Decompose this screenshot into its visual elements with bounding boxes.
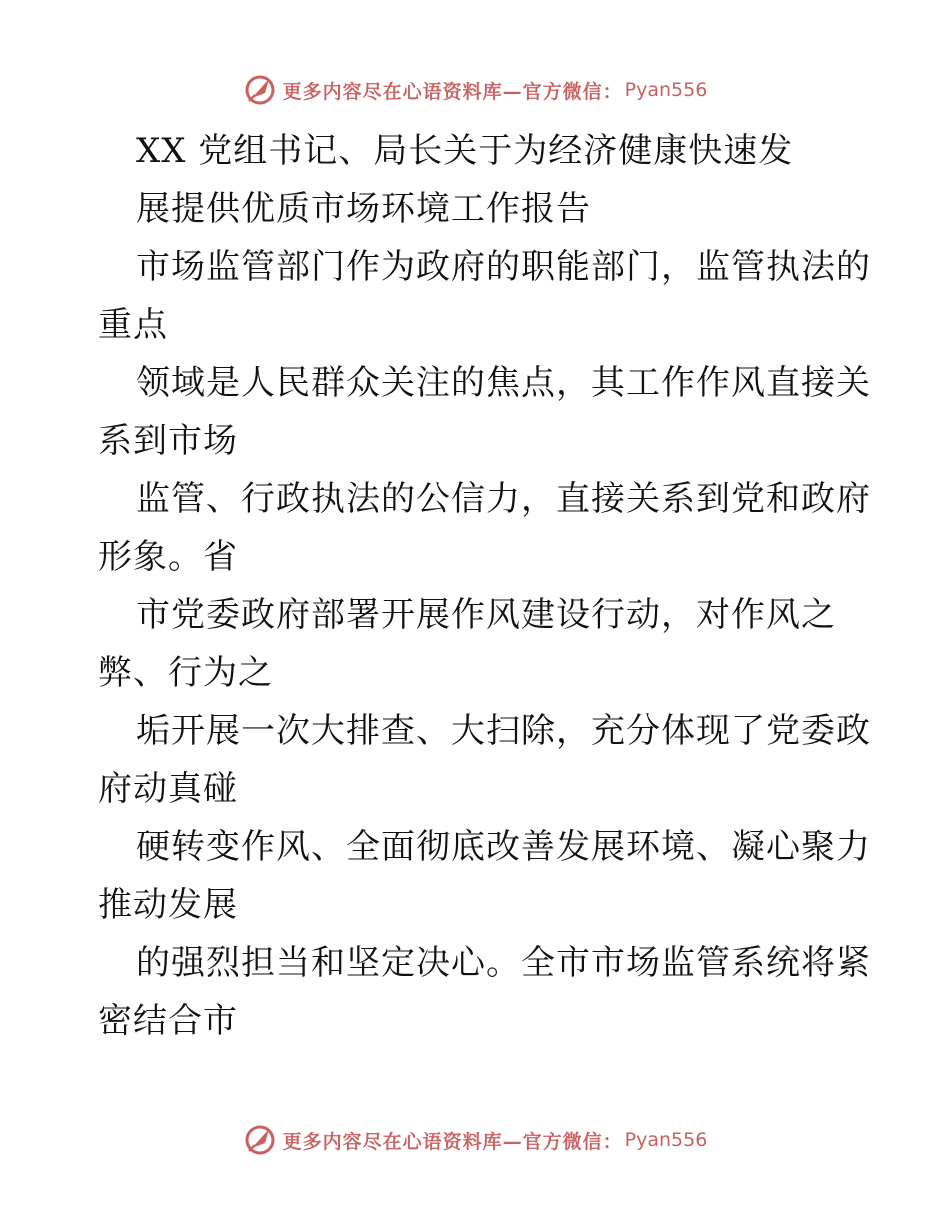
title-line-1: XX 党组书记、局长关于为经济健康快速发 — [136, 131, 794, 171]
paragraph-line: 垢开展一次大排查、大扫除，充分体现了党委政 — [136, 711, 871, 751]
paragraph-line: 领域是人民群众关注的焦点，其工作作风直接关 — [136, 363, 871, 403]
quill-logo-icon — [243, 1123, 277, 1157]
paragraph-line: 形象。省 — [98, 537, 238, 577]
paragraph-line: 系到市场 — [98, 421, 238, 461]
paragraph-line: 的强烈担当和坚定决心。全市市场监管系统将紧 — [136, 943, 871, 983]
watermark-text: 更多内容尽在心语资料库—官方微信： — [282, 80, 623, 103]
quill-logo-icon — [243, 73, 277, 107]
watermark-text: 更多内容尽在心语资料库—官方微信： — [282, 1130, 623, 1153]
paragraph-line: 市党委政府部署开展作风建设行动，对作风之 — [136, 595, 836, 635]
title-line-2: 展提供优质市场环境工作报告 — [136, 189, 591, 229]
paragraph-line: 弊、行为之 — [98, 653, 273, 693]
watermark-header — [0, 70, 950, 110]
paragraph-line: 重点 — [98, 305, 168, 345]
watermark-id: Pyan556 — [624, 1129, 708, 1151]
paragraph-line: 监管、行政执法的公信力，直接关系到党和政府 — [136, 479, 871, 519]
paragraph-line: 硬转变作风、全面彻底改善发展环境、凝心聚力 — [136, 827, 871, 867]
watermark-footer — [0, 1120, 950, 1160]
paragraph-line: 市场监管部门作为政府的职能部门，监管执法的 — [136, 247, 871, 287]
paragraph-line: 推动发展 — [98, 885, 238, 925]
watermark-id: Pyan556 — [624, 79, 708, 101]
document-body — [98, 122, 871, 1050]
paragraph-line: 密结合市 — [98, 1001, 238, 1041]
paragraph-line: 府动真碰 — [98, 769, 238, 809]
